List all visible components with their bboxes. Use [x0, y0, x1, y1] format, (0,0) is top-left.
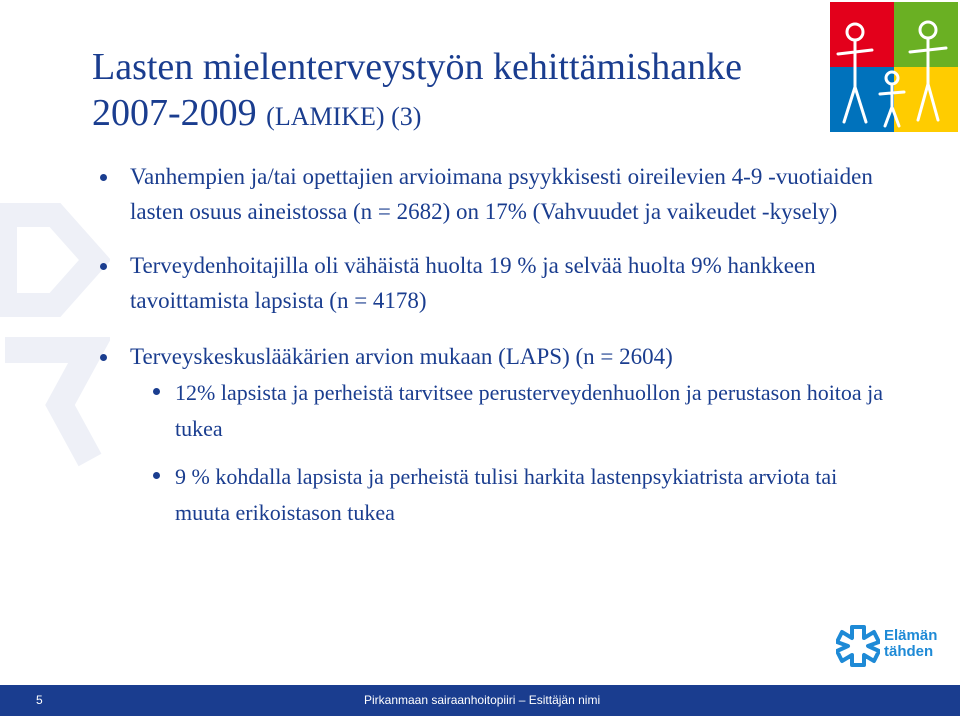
footer-bar — [0, 685, 960, 716]
bullet-item: Terveyskeskuslääkärien arvion mukaan (LAPS) (n = 2604) — [100, 340, 890, 375]
sub-bullet-item: 9 % kohdalla lapsista ja perheistä tulisi harkita lastenpsykiatrista arviota tai muuta erikoistason tukea — [145, 459, 890, 531]
page-number: 5 — [36, 693, 43, 707]
bullet-item: Terveydenhoitajilla oli vähäistä huolta 19 % ja selvää huolta 9% hankkeen tavoittamista lapsista (n = 4178) — [100, 249, 890, 318]
brand-line-2: tähden — [884, 643, 934, 660]
title-project-code: (LAMIKE) (3) — [266, 102, 422, 131]
title-line-2 — [92, 90, 812, 140]
title-years: 2007-2009 — [92, 92, 267, 134]
star-cross-icon — [836, 624, 880, 668]
slide-title — [92, 44, 812, 140]
slide-content — [100, 160, 890, 531]
title-line-1: Lasten mielenterveystyön kehittämishanke — [92, 46, 743, 88]
brand-line-1: Elämän — [884, 627, 938, 644]
sub-bullet-item: 12% lapsista ja perheistä tarvitsee perusterveydenhuollon ja perustason hoitoa ja tukea — [145, 375, 890, 447]
brand-text — [884, 628, 937, 660]
brand-logo — [836, 622, 946, 672]
children-drawing-logo — [830, 2, 958, 132]
footer-text: Pirkanmaan sairaanhoitopiiri – Esittäjän nimi — [364, 693, 601, 707]
bullet-item: Vanhempien ja/tai opettajien arvioimana psyykkisesti oireilevien 4-9 -vuotiaiden lasten osuus aineistossa (n = 2682) on 17% (Vahvuudet ja vaikeudet -kysely) — [100, 160, 890, 229]
watermark-decoration — [0, 200, 110, 520]
